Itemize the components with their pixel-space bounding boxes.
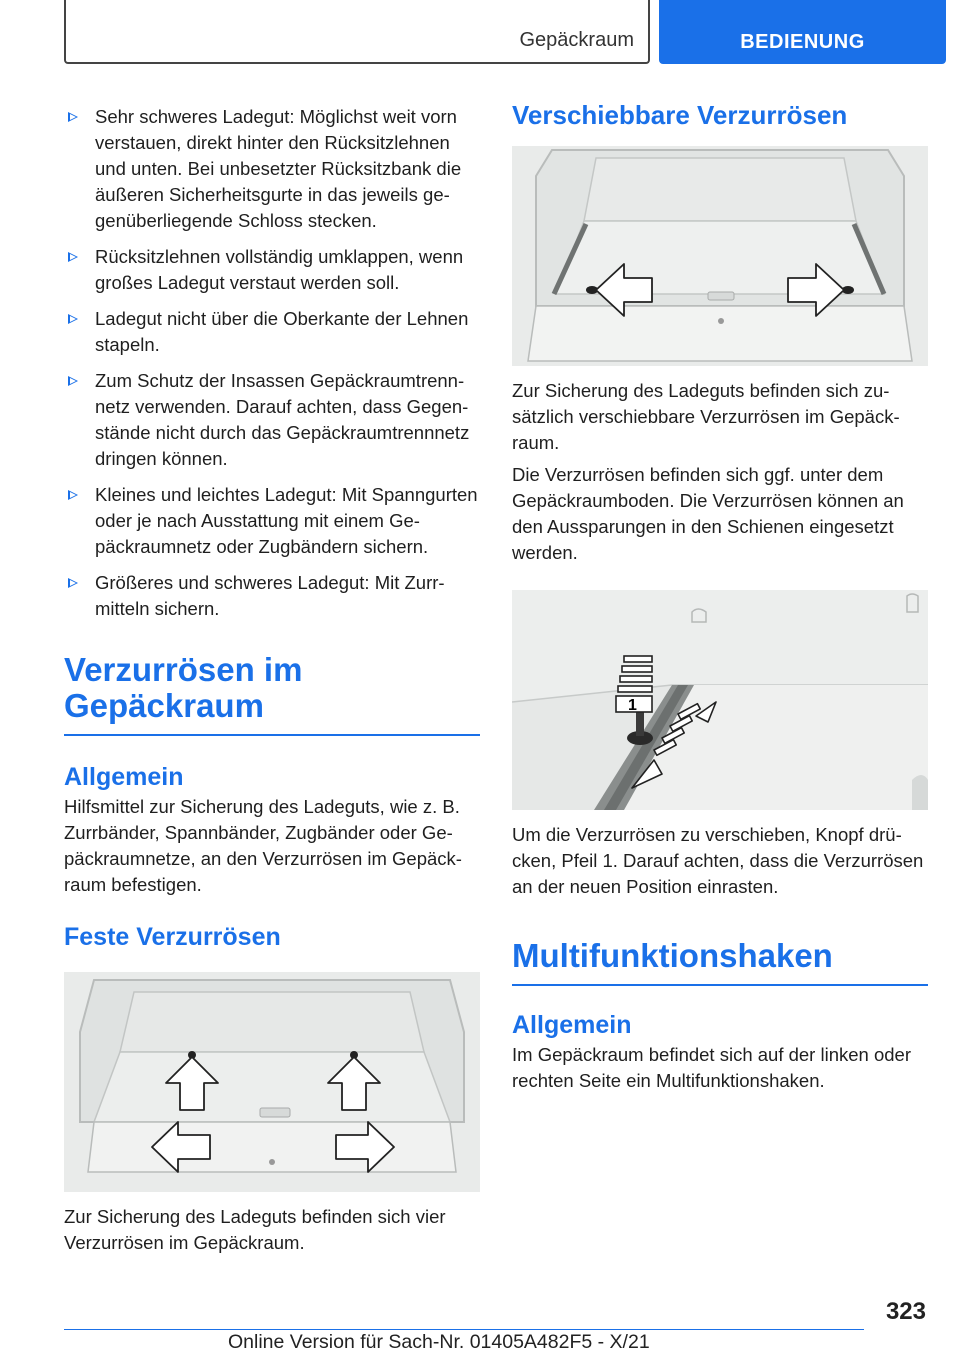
list-item: Größeres und schweres Ladegut: Mit Zurrmitteln sichern. bbox=[64, 570, 480, 622]
page-number: 323 bbox=[885, 1298, 926, 1325]
footer-divider bbox=[64, 1329, 864, 1330]
right-column bbox=[512, 100, 928, 1094]
bullet-triangle-icon bbox=[68, 252, 78, 262]
sliding-tie-down-image bbox=[512, 146, 928, 366]
multi-allgemein-text: Im Gepäckraum befindet sich auf der linken oder rechten Seite ein Multifunktionshaken. bbox=[512, 1044, 911, 1091]
fixed-tie-down-image bbox=[64, 972, 480, 1192]
verschiebbar-text-1: Zur Sicherung des Ladeguts befinden sich zusätzlich verschiebbare Verzurrösen im Gepäckraum. bbox=[512, 380, 900, 453]
section-heading-multifunktionshaken: Multifunktionshaken bbox=[512, 938, 928, 986]
heading-allgemein: Allgemein bbox=[64, 763, 184, 791]
trunk-sliding-eyes-illustration bbox=[512, 146, 928, 366]
allgemein-text: Hilfsmittel zur Sicherung des Ladeguts, wie z. B. Zurrbänder, Spannbänder, Zugbänder oder Gepäckraumnetze, an den Verzurrösen im Gepäckraum befestigen. bbox=[64, 796, 462, 895]
list-item: Rücksitzlehnen vollständig umklappen, wenn großes Ladegut verstaut werden soll. bbox=[64, 244, 480, 296]
section-heading-verzurroesen: Verzurrösen im Gepäckraum bbox=[64, 652, 480, 736]
left-column bbox=[64, 104, 480, 1256]
loading-tips-list bbox=[64, 104, 480, 622]
bullet-triangle-icon bbox=[68, 490, 78, 500]
bullet-triangle-icon bbox=[68, 314, 78, 324]
bullet-triangle-icon bbox=[68, 376, 78, 386]
list-item: Sehr schweres Ladegut: Möglichst weit vorn verstauen, direkt hinter den Rücksitzlehnen und unten. Bei unbesetzter Rücksitzbank die äußeren Sicherheitsgurte in das jeweils gegenüberliegende Schloss stecken. bbox=[64, 104, 480, 234]
header-chapter-tab[interactable] bbox=[659, 0, 946, 64]
sliding-eye-detail-image bbox=[512, 590, 928, 810]
list-item: Ladegut nicht über die Oberkante der Lehnen stapeln. bbox=[64, 306, 480, 358]
trunk-fixed-eyes-illustration bbox=[64, 972, 480, 1192]
verschiebbar-text-2: Die Verzurrösen befinden sich ggf. unter dem Gepäckraumboden. Die Verzurrösen können an den Aussparungen in den Schienen eingesetzt werden. bbox=[512, 464, 904, 563]
rail-detail-illustration bbox=[512, 590, 928, 810]
heading-multi-allgemein: Allgemein bbox=[512, 1011, 632, 1039]
footer-online-version: Online Version für Sach-Nr. 01405A482F5 - X/21 bbox=[228, 1331, 650, 1353]
list-item: Kleines und leichtes Ladegut: Mit Spanngurten oder je nach Ausstattung mit einem Gepäckraumnetz oder Zugbändern sichern. bbox=[64, 482, 480, 560]
fixed-tie-down-caption: Zur Sicherung des Ladeguts befinden sich vier Verzurrösen im Gepäckraum. bbox=[64, 1206, 446, 1253]
header-section-box bbox=[64, 0, 650, 64]
header-chapter-title: BEDIENUNG bbox=[740, 31, 865, 53]
callout-number: 1 bbox=[628, 697, 637, 714]
sliding-eye-caption: Um die Verzurrösen zu verschieben, Knopf drücken, Pfeil 1. Darauf achten, dass die Verzurrösen an der neuen Position einrasten. bbox=[512, 824, 924, 897]
heading-verschiebbare-verzurroesen: Verschiebbare Verzurrösen bbox=[512, 100, 848, 130]
bullet-triangle-icon bbox=[68, 578, 78, 588]
bullet-triangle-icon bbox=[68, 112, 78, 122]
list-item: Zum Schutz der Insassen Gepäckraumtrennnetz verwenden. Darauf achten, dass Gegenstände nicht durch das Gepäckraumtrennnetz dringen können. bbox=[64, 368, 480, 472]
heading-feste-verzurroesen: Feste Verzurrösen bbox=[64, 923, 281, 951]
header-section-title: Gepäckraum bbox=[519, 29, 634, 51]
